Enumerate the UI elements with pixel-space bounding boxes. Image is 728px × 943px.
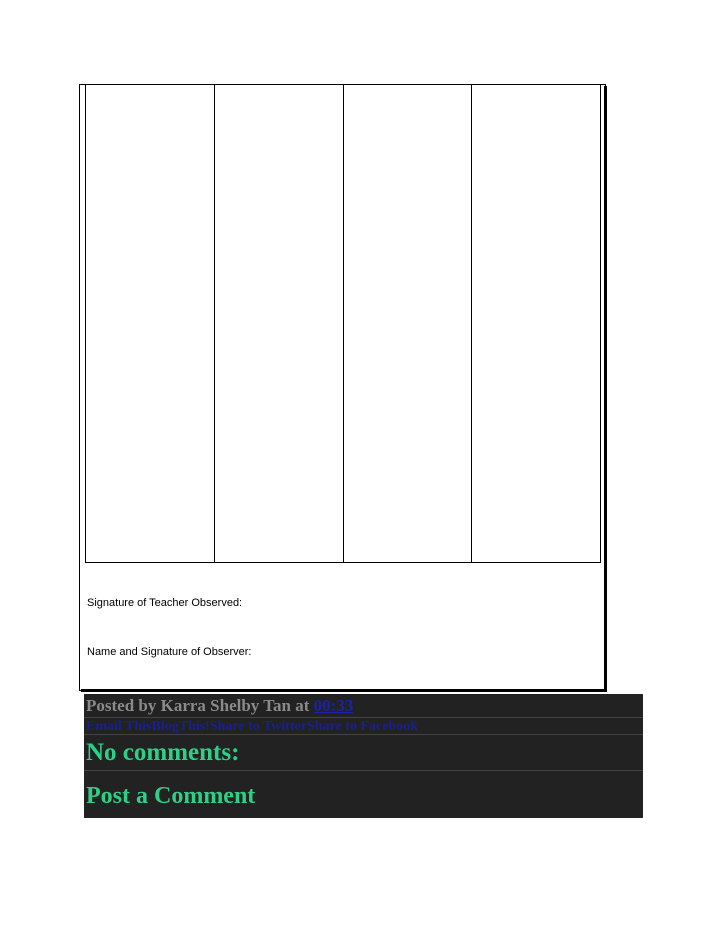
observation-table — [85, 85, 600, 563]
post-comment-heading[interactable]: Post a Comment — [86, 783, 256, 809]
frame-shadow-right — [604, 86, 607, 692]
table-column-3 — [343, 85, 473, 563]
share-links[interactable]: Email ThisBlogThis!Share to TwitterShare to Facebook — [84, 718, 643, 735]
observer-signature-label: Name and Signature of Observer: — [87, 646, 252, 658]
frame-shadow-bottom — [81, 689, 607, 692]
table-column-2 — [214, 85, 344, 563]
table-column-1 — [85, 85, 215, 563]
teacher-signature-label: Signature of Teacher Observed: — [87, 597, 243, 609]
blog-post-footer — [84, 694, 643, 818]
posted-by-text: Posted by Karra Shelby Tan at — [86, 696, 314, 715]
post-time-link[interactable]: 00:33 — [313, 696, 354, 715]
no-comments-heading: No comments: — [84, 735, 643, 771]
posted-by-line — [84, 694, 643, 718]
table-column-4 — [471, 85, 601, 563]
